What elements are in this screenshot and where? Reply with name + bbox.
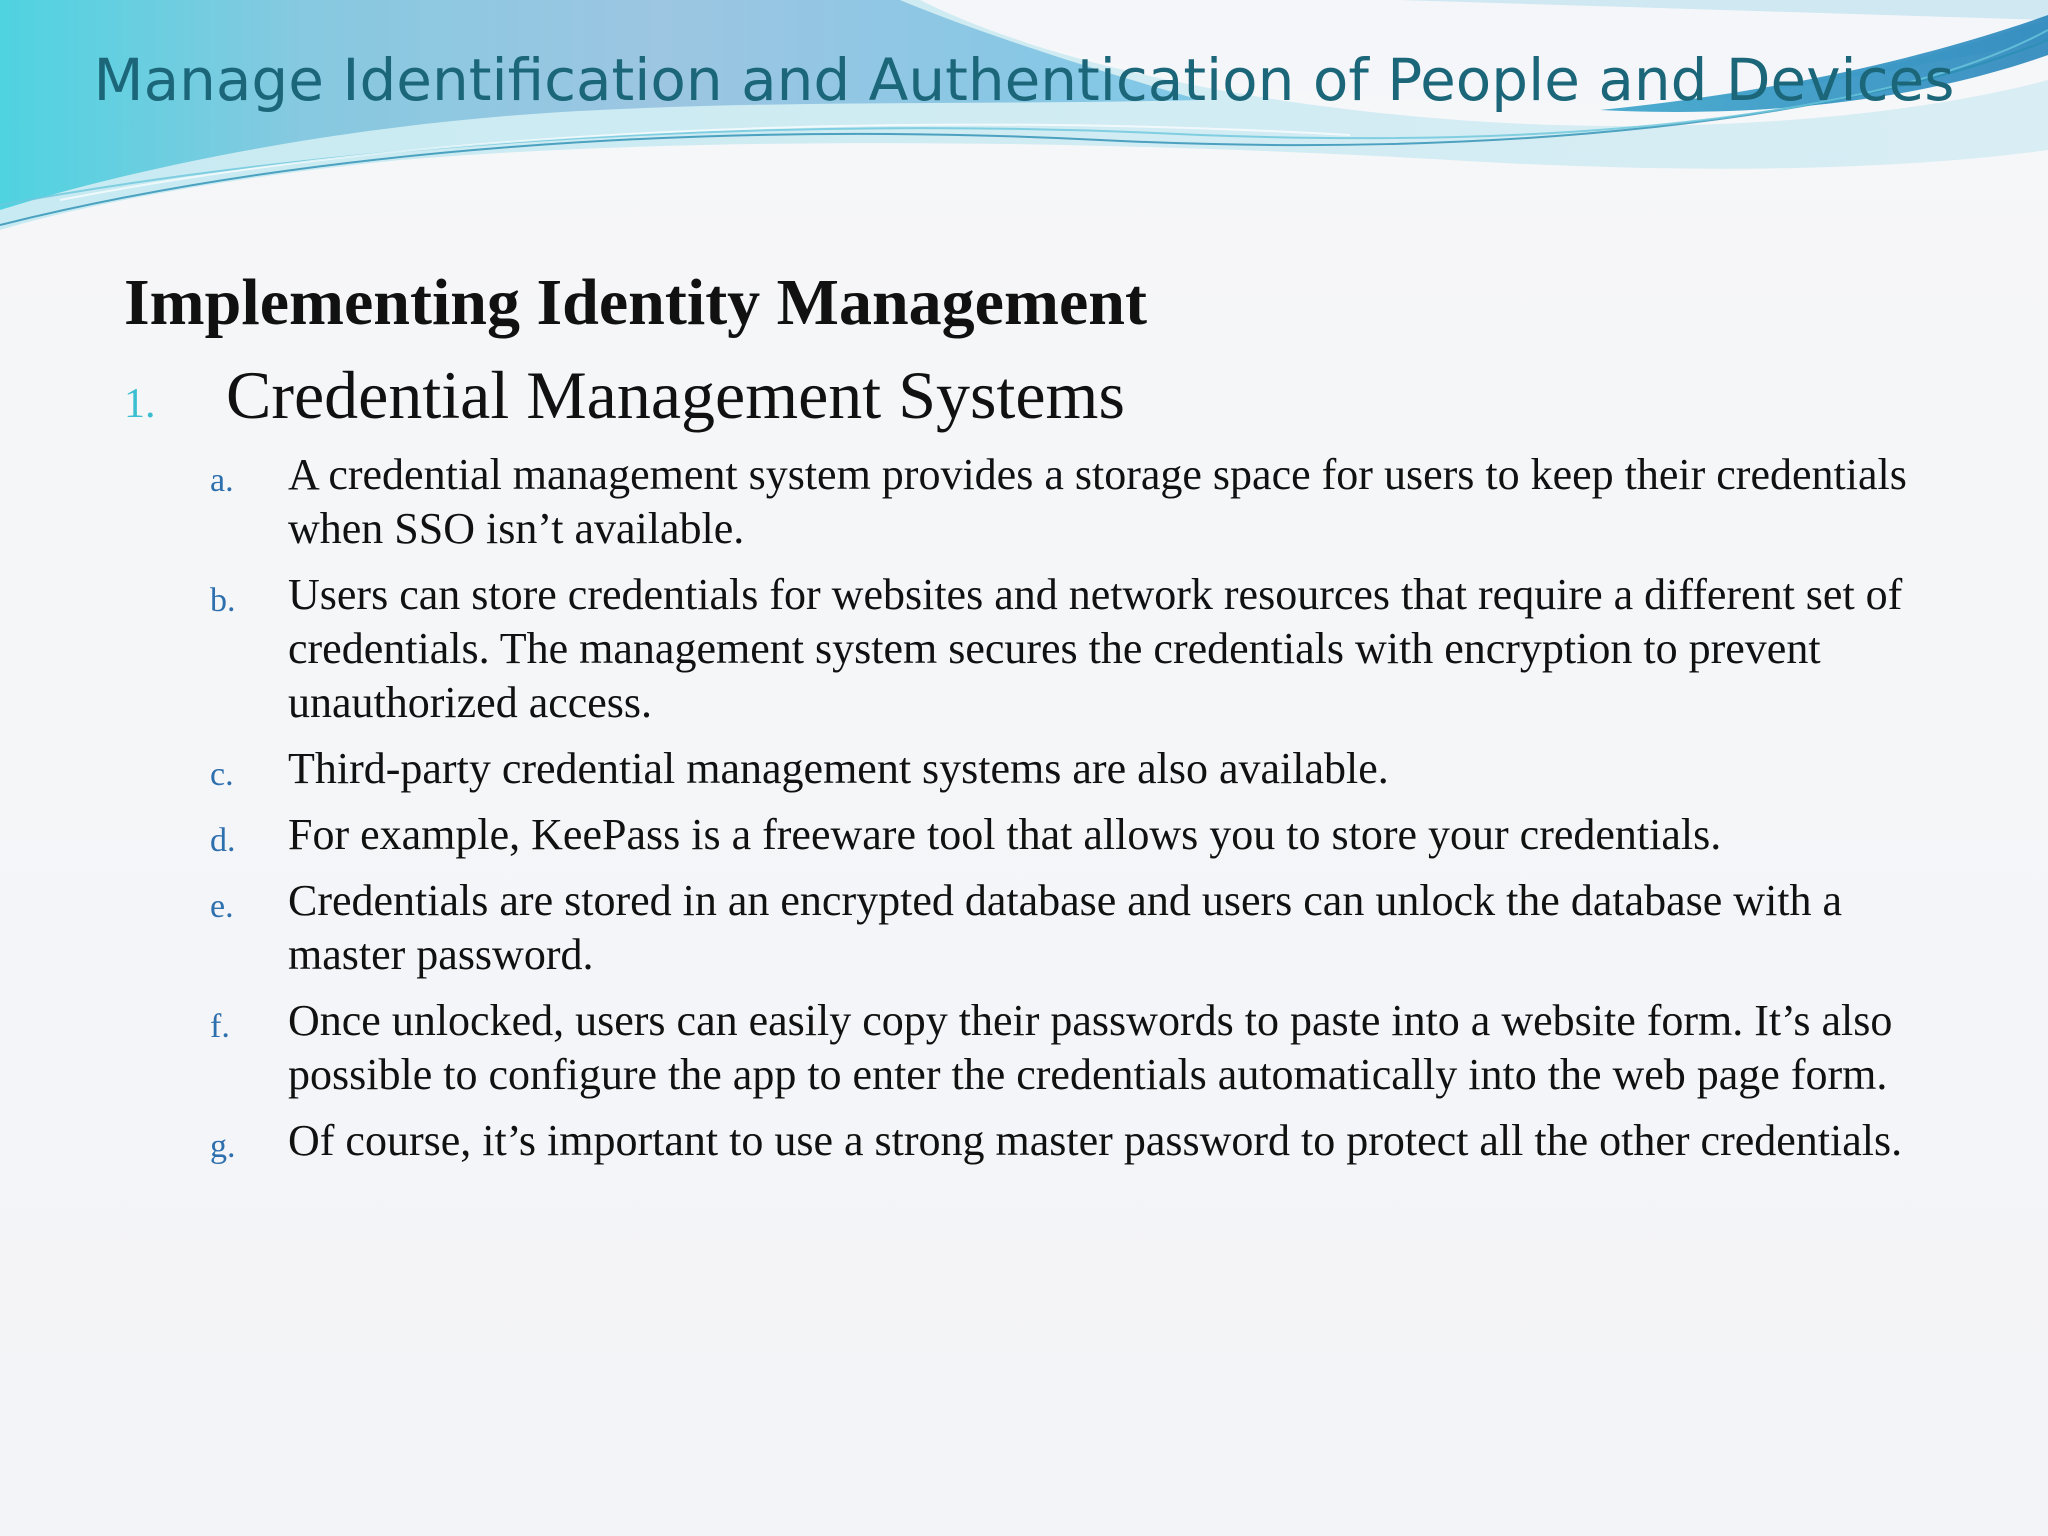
sub-list: [124, 448, 1924, 1168]
sub-list-item-e: [124, 874, 1924, 982]
slide-content: [124, 262, 1924, 1180]
list-item-text: Users can store credentials for websites and network resources that require a different set of credentials. The management system secures the credentials with encryption to prevent unauthorized access.: [288, 570, 1903, 727]
list-number: 1.: [124, 381, 156, 427]
list-marker: b.: [210, 582, 236, 619]
sub-list-item-f: [124, 994, 1924, 1102]
sub-list-item-d: [124, 808, 1924, 862]
list-item-text: Third-party credential management systems are also available.: [288, 744, 1389, 793]
sub-list-item-b: [124, 568, 1924, 730]
list-item-title: Credential Management Systems: [226, 357, 1125, 433]
list-marker: g.: [210, 1128, 236, 1165]
slide-title: Manage Identification and Authentication of People and Devices: [93, 46, 1955, 114]
sub-list-item-c: [124, 742, 1924, 796]
sub-list-item-a: [124, 448, 1924, 556]
list-item-text: Credentials are stored in an encrypted database and users can unlock the database with a master password.: [288, 876, 1843, 979]
list-item-text: For example, KeePass is a freeware tool that allows you to store your credentials.: [288, 810, 1722, 859]
list-item-text: Once unlocked, users can easily copy their passwords to paste into a website form. It’s also possible to configure the app to enter the credentials automatically into the web page form.: [288, 996, 1893, 1099]
list-marker: f.: [210, 1008, 230, 1045]
numbered-item-1: [124, 352, 1924, 438]
list-item-text: A credential management system provides a storage space for users to keep their credentials when SSO isn’t available.: [288, 450, 1907, 553]
header-wave-decoration: [0, 0, 2048, 240]
section-heading: Implementing Identity Management: [124, 266, 1147, 339]
list-marker: a.: [210, 462, 234, 499]
list-marker: e.: [210, 888, 234, 925]
list-item-text: Of course, it’s important to use a strong master password to protect all the other credentials.: [288, 1116, 1903, 1165]
sub-list-item-g: [124, 1114, 1924, 1168]
list-marker: d.: [210, 822, 236, 859]
list-marker: c.: [210, 756, 234, 793]
